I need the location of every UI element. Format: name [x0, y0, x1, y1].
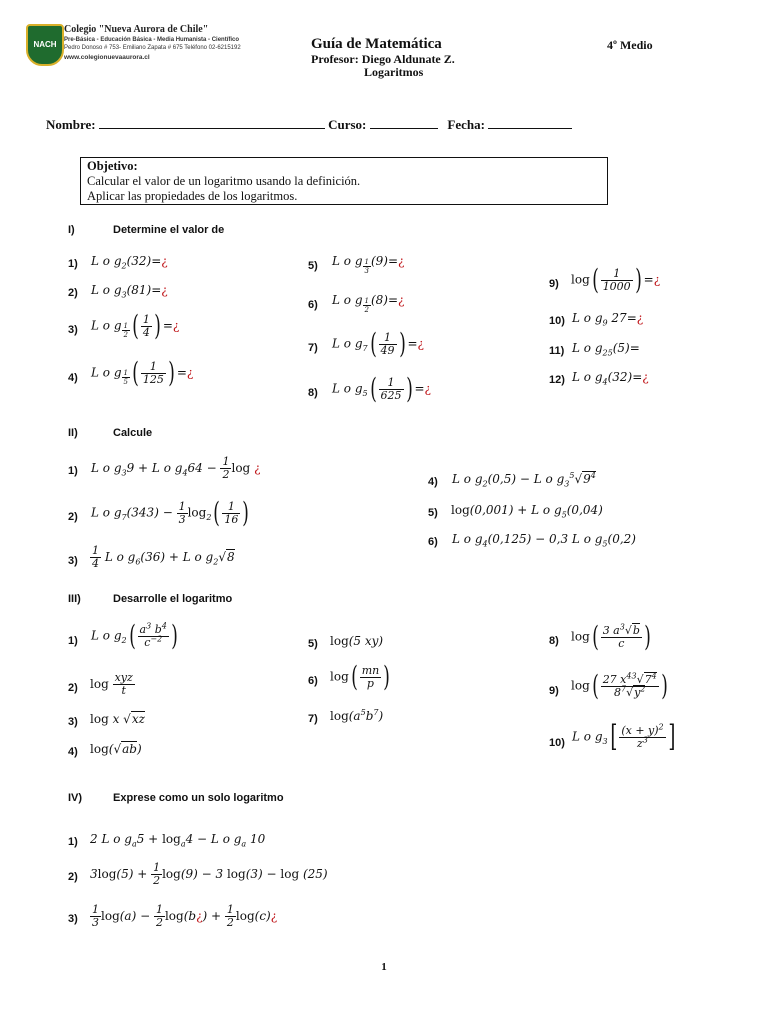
exercise-i-4: L o g $_{\frac{1}{5}}$ ( $\frac{1}{125}$ ) =¿	[91, 356, 194, 389]
section-ii-roman: II)	[68, 427, 78, 439]
exercise-number: 1)	[68, 258, 78, 270]
exercise-number: 2)	[68, 871, 78, 883]
section-i-title: Determine el valor de	[113, 224, 225, 236]
exercise-number: 3)	[68, 716, 78, 728]
exercise-ii-2: L o $g_7(343)$ − $\frac{1}{3}$ $\log_2$( $\frac{1}{16}$ )	[91, 496, 250, 529]
exercise-number: 1)	[68, 836, 78, 848]
exercise-number: 5)	[308, 260, 318, 272]
section-iii-roman: III)	[68, 593, 81, 605]
exercise-number: 9)	[549, 685, 559, 697]
topic-title: Logaritmos	[364, 65, 424, 79]
name-label: Nombre:	[46, 117, 96, 132]
teacher-name: Profesor: Diego Aldunate Z.	[311, 52, 455, 66]
exercise-number: 10)	[549, 737, 565, 749]
exercise-number: 4)	[68, 372, 78, 384]
exercise-number: 2)	[68, 682, 78, 694]
exercise-ii-1: L o $g_39 + L$ o $g_464$ − $\frac{1}{2}$ log ¿	[91, 455, 261, 481]
exercise-number: 1)	[68, 465, 78, 477]
exercise-i-7: L o $g_7$( $\frac{1}{49}$ ) =¿	[332, 327, 424, 360]
exercise-iv-3: $\frac{1}{3}$ log(a) − $\frac{1}{2}$ log(b¿) + $\frac{1}{2}$ log(c)¿	[92, 903, 278, 929]
exercise-i-1: L o $g_2(32)=¿$	[91, 254, 168, 271]
objective-title: Objetivo:	[87, 159, 138, 173]
exercise-iii-7: $\log(a^5b^7)$	[330, 708, 384, 723]
school-line1: Pre-Básica - Educación Básica - Media Humanista - Científico	[64, 37, 240, 43]
section-iii-title: Desarrolle el logaritmo	[113, 593, 233, 605]
exercise-number: 10)	[549, 315, 565, 327]
exercise-iii-1: L o $g_2$( $\frac{a^3 b^4}{c^{-2}}$ )	[91, 619, 178, 652]
exercise-i-11: L o $g_{25}(5)=$	[572, 341, 640, 358]
exercise-ii-6: L o $g_4(0,125) - 0,3$ L o $g_5(0,2)$	[452, 532, 636, 549]
exercise-i-12: L o $g_4(32)=¿$	[572, 370, 649, 387]
name-field[interactable]	[99, 128, 325, 129]
page-number: 1	[381, 961, 387, 973]
crest-text: NACH	[33, 40, 57, 49]
student-form	[46, 117, 572, 133]
exercise-ii-4: L o $g_2(0,5) - L$ o $g_3^5√9^4$	[452, 471, 596, 489]
exercise-ii-5: log(0,001) + L o $g_5(0,04)$	[451, 503, 603, 520]
exercise-number: 2)	[68, 287, 78, 299]
exercise-iv-2: 3log(5) + $\frac{1}{2}$ log(9) − 3 log(3) − log (25)	[90, 861, 328, 887]
course-field[interactable]	[370, 128, 438, 129]
section-ii-title: Calcule	[113, 427, 153, 439]
exercise-number: 11)	[549, 345, 565, 357]
school-website: www.colegionuevaaurora.cl	[64, 54, 150, 61]
exercise-number: 4)	[428, 476, 438, 488]
school-header	[26, 24, 266, 68]
exercise-i-3: L o g $_{\frac{1}{2}}$ ( $\frac{1}{4}$ ) =¿	[91, 309, 180, 342]
exercise-number: 2)	[68, 511, 78, 523]
school-line2: Pedro Donoso # 753- Emiliano Zapata # 675 Teléfono 02-6215192	[64, 45, 241, 51]
exercise-number: 5)	[308, 638, 318, 650]
date-field[interactable]	[488, 128, 572, 129]
objective-line-2: Aplicar las propiedades de los logaritmos.	[87, 189, 298, 203]
exercise-number: 3)	[68, 555, 78, 567]
school-name: Colegio "Nueva Aurora de Chile"	[64, 24, 209, 35]
exercise-number: 7)	[308, 713, 318, 725]
exercise-number: 3)	[68, 324, 78, 336]
exercise-number: 3)	[68, 913, 78, 925]
exercise-iii-4: log(√ab)	[90, 742, 142, 756]
exercise-i-2: L o $g_3(81)=¿$	[91, 283, 168, 300]
section-iv-roman: IV)	[68, 792, 83, 804]
exercise-number: 1)	[68, 635, 78, 647]
exercise-number: 7)	[308, 342, 318, 354]
exercise-number: 9)	[549, 278, 559, 290]
objective-box	[80, 157, 608, 205]
exercise-iv-1: 2 L o $g_a5 + \log_a4 - L$ o $g_a$ 10	[90, 832, 266, 849]
exercise-iii-2: log xyz t	[90, 671, 133, 697]
exercise-number: 6)	[308, 299, 318, 311]
exercise-i-9: log( $\frac{1}{1000}$ ) =¿	[571, 263, 661, 296]
exercise-i-5: L o g $_{\frac{1}{3}}$ (9)=¿	[332, 254, 405, 275]
exercise-number: 8)	[308, 387, 318, 399]
section-iv-title: Exprese como un solo logaritmo	[113, 792, 284, 804]
exercise-iii-8: log( $\frac{3 a^3√b}{c}$ )	[571, 620, 651, 653]
exercise-iii-10: L o $g_3$[ $\frac{(x + y)^2}{z^3}$ ]	[572, 719, 676, 754]
exercise-iii-6: log( $\frac{mn}{p}$ )	[330, 660, 390, 693]
exercise-number: 6)	[428, 536, 438, 548]
date-label: Fecha:	[447, 117, 485, 132]
exercise-number: 6)	[308, 675, 318, 687]
course-label: Curso:	[328, 117, 367, 132]
exercise-number: 4)	[68, 746, 78, 758]
page-title: Guía de Matemática	[311, 36, 442, 52]
exercise-iii-3: log x √xz	[90, 712, 145, 726]
section-i-roman: I)	[68, 224, 75, 236]
exercise-number: 5)	[428, 507, 438, 519]
exercise-number: 12)	[549, 374, 565, 386]
objective-line-1: Calcular el valor de un logaritmo usando la definición.	[87, 174, 361, 188]
exercise-iii-5: log(5 xy)	[330, 634, 384, 648]
school-crest-logo	[26, 24, 64, 66]
exercise-iii-9: log( $\frac{27 x^{43}√7^4}{8^7√y^2}$ )	[571, 669, 668, 702]
grade-level: 4º Medio	[607, 38, 653, 52]
exercise-number: 8)	[549, 635, 559, 647]
exercise-ii-3: $\frac{1}{4}$ L o $g_6(36) + L$ o $g_2√8$	[92, 544, 235, 570]
exercise-i-10: L o $g_9$ 27=¿	[572, 311, 644, 328]
exercise-i-8: L o $g_5$( $\frac{1}{625}$ ) =¿	[332, 372, 431, 405]
exercise-i-6: L o g $_{\frac{1}{2}}$ (8)=¿	[332, 293, 405, 314]
